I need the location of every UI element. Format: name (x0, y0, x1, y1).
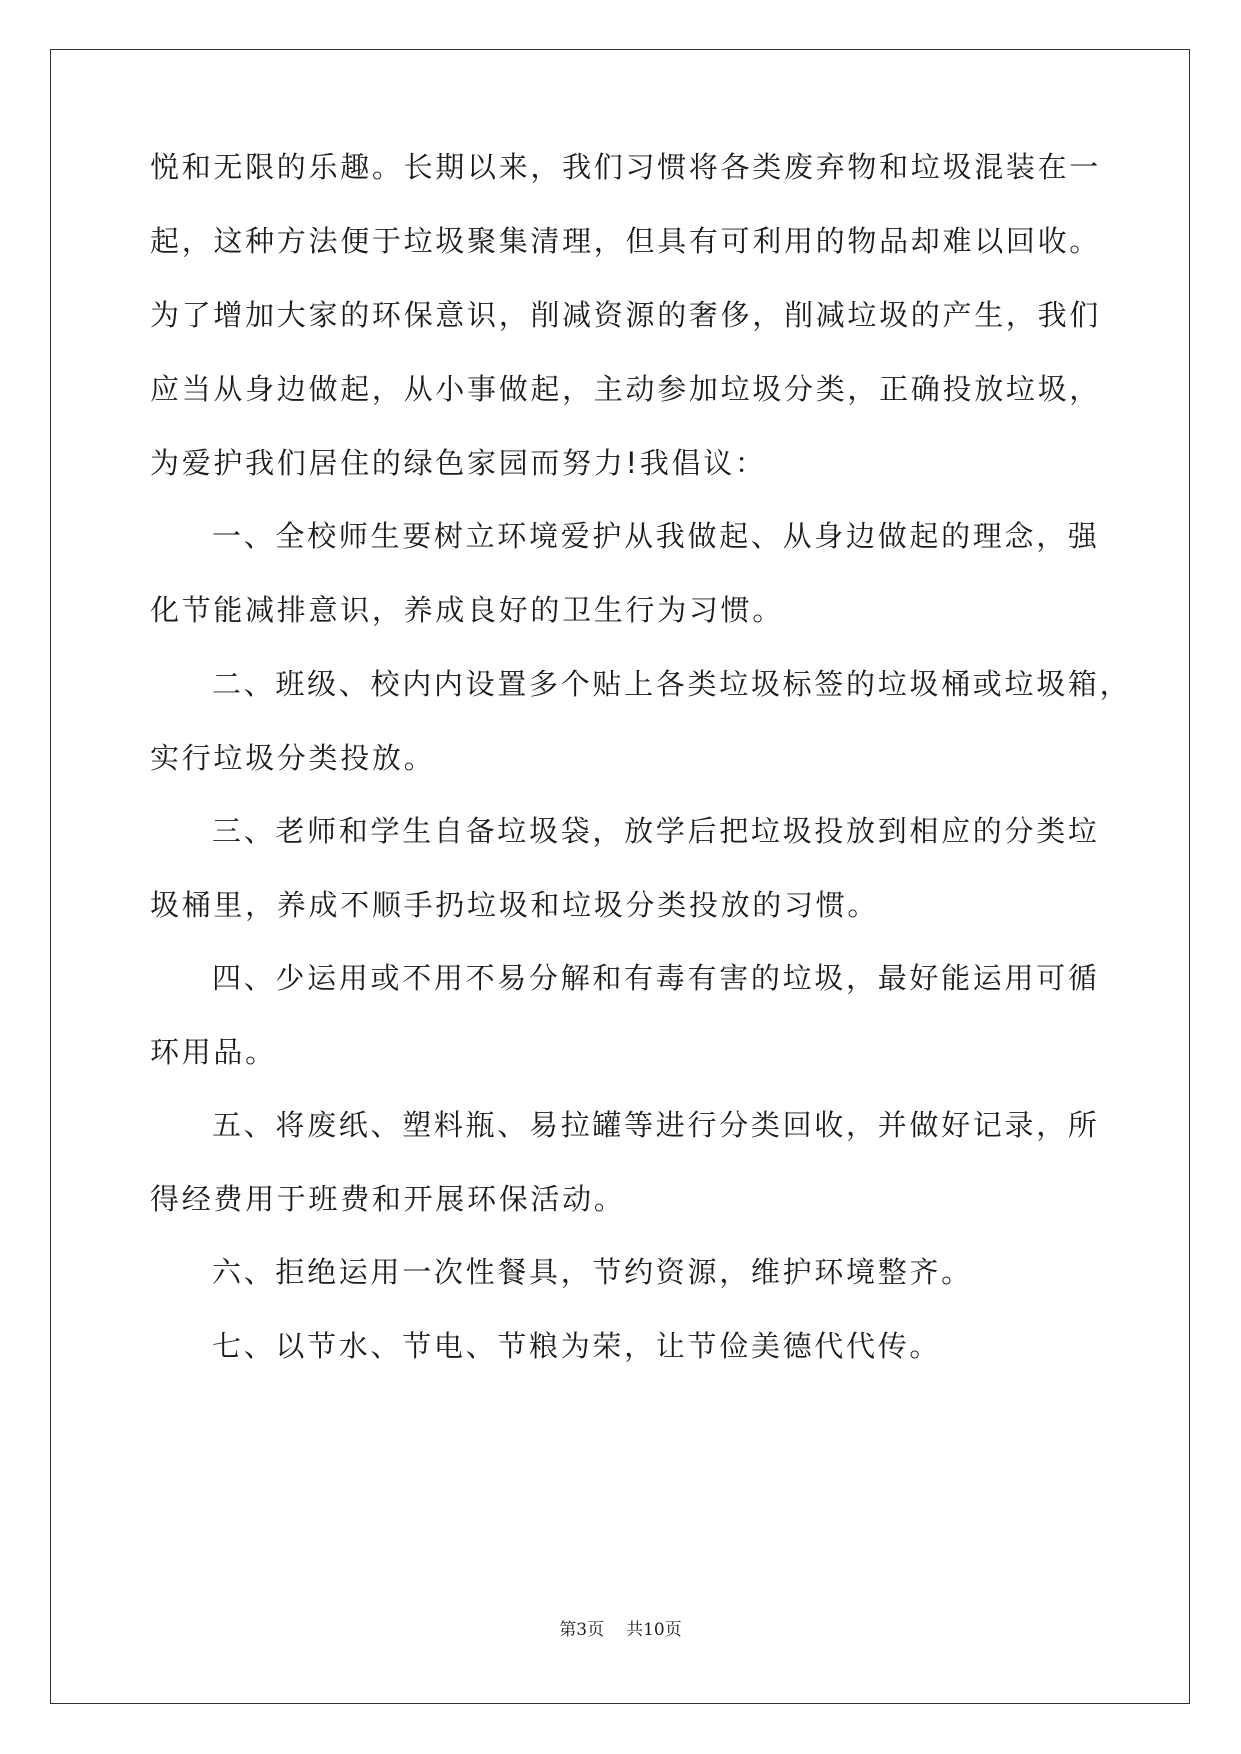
list-item-5-line-1: 五、将废纸、塑料瓶、易拉罐等进行分类回收，并做好记录，所 (212, 1108, 1100, 1142)
list-item-4-line-2: 环用品。 (150, 1035, 277, 1069)
list-item-4-line-1: 四、少运用或不用不易分解和有毒有害的垃圾，最好能运用可循 (212, 961, 1100, 995)
list-item-6: 六、拒绝运用一次性餐具，节约资源，维护环境整齐。 (212, 1255, 973, 1289)
page-footer (0, 1618, 1241, 1642)
list-item-3-line-2: 圾桶里，养成不顺手扔垃圾和垃圾分类投放的习惯。 (150, 888, 880, 922)
text-line: 为了增加大家的环保意识，削减资源的奢侈，削减垃圾的产生，我们 (150, 298, 1102, 332)
list-item-2-line-1: 二、班级、校内内设置多个贴上各类垃圾标签的垃圾桶或垃圾箱， (212, 667, 1132, 701)
list-item-1-line-1: 一、全校师生要树立环境爱护从我做起、从身边做起的理念，强 (212, 519, 1100, 553)
text-line: 应当从身边做起，从小事做起，主动参加垃圾分类，正确投放垃圾， (150, 372, 1102, 406)
list-item-7: 七、以节水、节电、节粮为荣，让节俭美德代代传。 (212, 1329, 942, 1363)
page-number: 第3页 (559, 1620, 605, 1640)
text-line: 为爱护我们居住的绿色家园而努力!我倡议： (150, 446, 767, 480)
list-item-3-line-1: 三、老师和学生自备垃圾袋，放学后把垃圾投放到相应的分类垃 (212, 814, 1100, 848)
list-item-1-line-2: 化节能减排意识，养成良好的卫生行为习惯。 (150, 593, 785, 627)
text-line: 悦和无限的乐趣。长期以来，我们习惯将各类废弃物和垃圾混装在一 (150, 150, 1102, 184)
list-item-5-line-2: 得经费用于班费和开展环保活动。 (150, 1182, 626, 1216)
page-total: 共10页 (626, 1620, 682, 1640)
text-line: 起，这种方法便于垃圾聚集清理，但具有可利用的物品却难以回收。 (150, 224, 1102, 258)
list-item-2-line-2: 实行垃圾分类投放。 (150, 741, 436, 775)
